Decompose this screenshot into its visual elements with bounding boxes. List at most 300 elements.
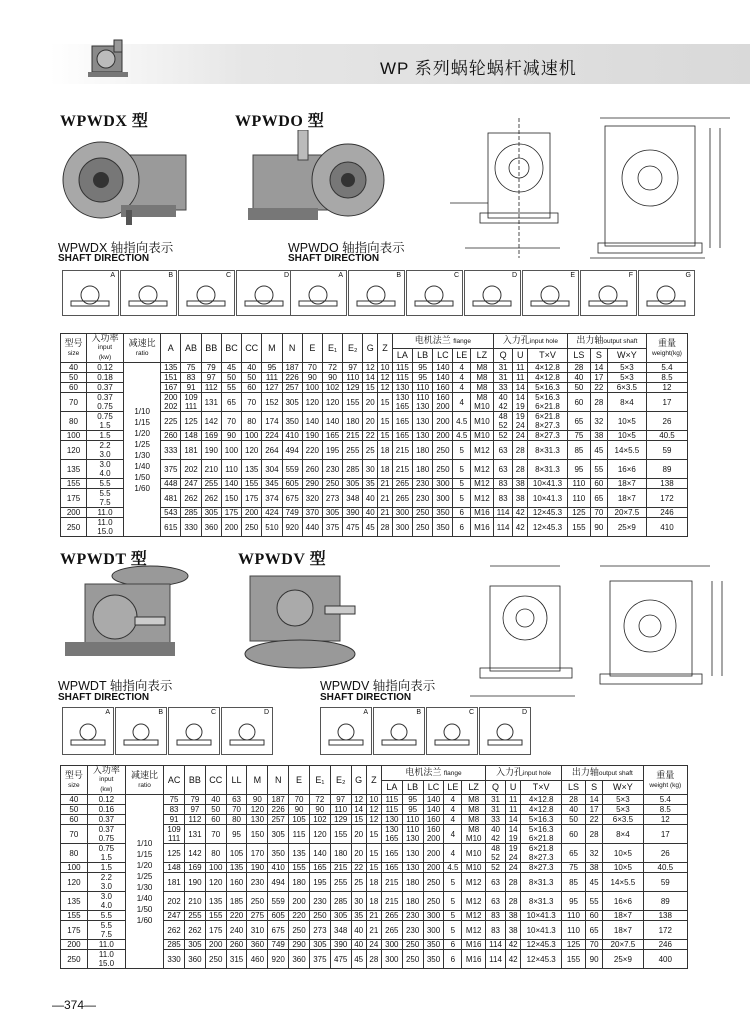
table-cell: 131 xyxy=(201,393,221,412)
table-cell: 5 xyxy=(453,489,470,508)
table-cell: 230 xyxy=(413,489,433,508)
wpwdx-photo xyxy=(56,130,196,235)
table-cell: 5 xyxy=(444,921,462,940)
table-cell: 125 xyxy=(164,844,185,863)
table-cell: 285 xyxy=(181,508,201,518)
direction-box: D xyxy=(221,707,273,755)
table-cell: 10 xyxy=(378,363,393,373)
table-cell: 131 xyxy=(184,825,205,844)
table-cell: 45 xyxy=(351,950,366,969)
table-cell: 255 xyxy=(330,873,351,892)
table-cell: 12 xyxy=(646,383,687,393)
table-cell: 24 xyxy=(506,863,521,873)
table-cell: 95 xyxy=(402,805,423,815)
table-cell: 390 xyxy=(330,940,351,950)
table-cell: 0.37 0.75 xyxy=(86,393,123,412)
table-cell: 80 xyxy=(205,844,226,863)
table-cell: 60 xyxy=(61,815,88,825)
table-cell: 115 xyxy=(392,373,412,383)
table-cell: 5 xyxy=(444,892,462,911)
table-cell: 4 xyxy=(444,795,462,805)
table-cell: 75 xyxy=(567,431,590,441)
table-cell: 60 xyxy=(61,383,87,393)
table-cell: 17 xyxy=(646,393,687,412)
table-cell: 142 xyxy=(184,844,205,863)
table-cell: 410 xyxy=(268,863,289,873)
ratio-cell: 1/10 1/15 1/20 1/25 1/30 1/40 1/50 1/60 xyxy=(124,363,161,537)
table-cell: 20 xyxy=(351,825,366,844)
table-cell: 55 xyxy=(590,460,607,479)
table-cell: 70 xyxy=(590,508,607,518)
direction-box: F xyxy=(580,270,637,316)
table-cell: 17 xyxy=(590,373,607,383)
table-cell: 50 xyxy=(242,373,262,383)
table-cell: 90 xyxy=(322,373,342,383)
table-cell: 210 xyxy=(201,460,221,479)
table-cell: 195 xyxy=(322,441,342,460)
direction-box: E xyxy=(522,270,579,316)
table-cell: 5.5 7.5 xyxy=(86,489,123,508)
table-cell: 300 xyxy=(433,479,453,489)
table-cell: 559 xyxy=(282,460,302,479)
table-cell: 305 xyxy=(309,940,330,950)
table-cell: 110 130 xyxy=(402,825,423,844)
table-cell: 20 xyxy=(351,844,366,863)
table-cell: 38 xyxy=(585,863,602,873)
table-cell: 10×5 xyxy=(607,431,646,441)
table-cell: 150 xyxy=(221,489,241,508)
table-cell: 135 xyxy=(226,863,247,873)
table-cell: M10 xyxy=(462,844,486,863)
table-cell: 65 xyxy=(567,412,590,431)
table-cell: 50 xyxy=(205,805,226,815)
table-cell: 605 xyxy=(268,911,289,921)
table-cell: 202 xyxy=(181,460,201,479)
table-cell: 125 xyxy=(567,508,590,518)
table-cell: 0.37 xyxy=(87,815,125,825)
table-cell: 257 xyxy=(282,383,302,393)
table-cell: 400 xyxy=(643,950,687,969)
table-cell: 165 xyxy=(392,412,412,431)
table-cell: M12 xyxy=(462,892,486,911)
table-cell: 160 xyxy=(423,815,444,825)
table-cell: 33 xyxy=(493,383,512,393)
table-cell: 38 xyxy=(590,431,607,441)
table-cell: 5 xyxy=(453,479,470,489)
table-cell: 175 xyxy=(61,921,88,940)
table-cell: 5×16.3 xyxy=(521,815,562,825)
table-cell: 0.37 0.75 xyxy=(87,825,125,844)
table-cell: 300 xyxy=(423,921,444,940)
table-cell: 18 xyxy=(378,441,393,460)
table-cell: 70 xyxy=(61,825,88,844)
table-cell: 18×7 xyxy=(607,479,646,489)
table-cell: 130 xyxy=(247,815,268,825)
table-cell: 28 xyxy=(513,460,528,479)
table-cell: 105 xyxy=(289,815,310,825)
table-cell: 35 xyxy=(351,911,366,921)
wpwdx-direction-label: WPWDX 轴指向表示 xyxy=(58,241,174,255)
table-cell: 160 xyxy=(226,873,247,892)
table-cell: 11.0 xyxy=(86,508,123,518)
table-cell: 330 xyxy=(164,950,185,969)
table-cell: 40 xyxy=(351,921,366,940)
table-cell: 50 xyxy=(61,373,87,383)
table-cell: 10×5 xyxy=(607,412,646,431)
table-cell: 72 xyxy=(322,363,342,373)
table-cell: 80 xyxy=(226,815,247,825)
table-cell: 275 xyxy=(247,911,268,921)
table-cell: 675 xyxy=(268,921,289,940)
table-cell: 8×31.3 xyxy=(528,441,568,460)
wpwdv-direction-sub: SHAFT DIRECTION xyxy=(320,692,412,703)
table-cell: 40.5 xyxy=(646,431,687,441)
wpwdt-section-label: WPWDT 型 xyxy=(60,551,148,568)
table-cell: 6 xyxy=(444,940,462,950)
table-cell: 21 xyxy=(378,479,393,489)
table-cell: 130 xyxy=(413,431,433,441)
direction-box: B xyxy=(115,707,167,755)
table-cell: 110 xyxy=(562,911,586,921)
table-cell: 40 xyxy=(562,805,586,815)
table-cell: 45 xyxy=(363,518,378,537)
table-cell: 18×7 xyxy=(603,911,643,921)
table-cell: 215 xyxy=(392,460,412,479)
table-cell: 215 xyxy=(343,431,363,441)
table-cell: 165 xyxy=(322,431,342,441)
table-cell: 300 xyxy=(381,940,402,950)
table-cell: 95 xyxy=(226,825,247,844)
table-cell: 494 xyxy=(282,441,302,460)
table-cell: 260 xyxy=(302,460,322,479)
table-cell: 14 xyxy=(590,363,607,373)
table-cell: 90 xyxy=(247,795,268,805)
table-cell: 65 xyxy=(221,393,241,412)
table-cell: 375 xyxy=(322,518,342,537)
table-cell: 50 xyxy=(567,383,590,393)
table-cell: 85 xyxy=(562,873,586,892)
direction-box: G xyxy=(638,270,695,316)
table-cell: 97 xyxy=(343,363,363,373)
table-cell: 16×6 xyxy=(603,892,643,911)
table-cell: 112 xyxy=(184,815,205,825)
table-cell: 26 xyxy=(646,412,687,431)
table-cell: 260 xyxy=(161,431,181,441)
table-cell: 15 xyxy=(363,383,378,393)
table-cell: 100 xyxy=(61,863,88,873)
table-cell: 165 xyxy=(381,844,402,863)
table-cell: 475 xyxy=(330,950,351,969)
table-cell: 15 xyxy=(366,825,381,844)
table-cell: 14 19 xyxy=(506,825,521,844)
table-cell: 155 xyxy=(562,950,586,969)
table-cell: 250 xyxy=(247,892,268,911)
table-cell: M8 M10 xyxy=(470,393,493,412)
table-cell: 190 xyxy=(201,441,221,460)
table-cell: 59 xyxy=(646,441,687,460)
table-cell: 155 xyxy=(343,393,363,412)
table-cell: 8×27.3 xyxy=(521,863,562,873)
table-cell: 410 xyxy=(282,431,302,441)
table-cell: 14 xyxy=(513,383,528,393)
wpwdo-direction-boxes xyxy=(290,270,696,316)
table-cell: 0.12 xyxy=(87,795,125,805)
table-cell: 5×3 xyxy=(607,363,646,373)
table-cell: M8 xyxy=(470,363,493,373)
table-cell: 190 xyxy=(302,431,322,441)
table-cell: 0.37 xyxy=(86,383,123,393)
table-cell: 10×41.3 xyxy=(521,911,562,921)
table-cell: 12 xyxy=(366,815,381,825)
table-cell: 140 xyxy=(221,479,241,489)
table-cell: 273 xyxy=(309,921,330,940)
table-cell: 6×3.5 xyxy=(607,383,646,393)
table-cell: 350 xyxy=(423,940,444,950)
table-cell: 83 xyxy=(164,805,185,815)
table-cell: 40 42 xyxy=(486,825,506,844)
wpwdv-direction-label: WPWDV 轴指向表示 xyxy=(320,679,436,693)
table-cell: 130 165 xyxy=(381,825,402,844)
table-cell: 210 xyxy=(184,892,205,911)
table-cell: 230 xyxy=(402,911,423,921)
table-cell: 190 xyxy=(184,873,205,892)
table-cell: 390 xyxy=(343,508,363,518)
table-cell: 155 xyxy=(330,825,351,844)
table-cell: 6 xyxy=(444,950,462,969)
table-cell: 4×12.8 xyxy=(528,363,568,373)
table-cell: 4 xyxy=(453,393,470,412)
table-cell: 112 xyxy=(201,383,221,393)
table-cell: 8×4 xyxy=(603,825,643,844)
table-cell: 30 xyxy=(363,460,378,479)
table-cell: 4.5 xyxy=(453,431,470,441)
table-cell: 152 xyxy=(262,393,282,412)
table-cell: 2.2 3.0 xyxy=(87,873,125,892)
table-cell: 250 xyxy=(402,950,423,969)
table-cell: 130 xyxy=(413,412,433,431)
table-cell: 5.5 7.5 xyxy=(87,921,125,940)
wpwdt-direction-boxes xyxy=(62,707,274,755)
table-cell: 6×21.8 8×27.3 xyxy=(521,844,562,863)
table-cell: M12 xyxy=(470,489,493,508)
direction-box: D xyxy=(464,270,521,316)
table-cell: 110 xyxy=(567,489,590,508)
table-cell: 151 xyxy=(161,373,181,383)
wpwdt-wpwdv-spec-table: 型号 size 入功率 input (kw) 减速比 ratio AC BB CC LL M N E E₁ E₂ G Z 电机法兰 flange 入力孔input hole 出力轴output shaft 重量 weight (kg) LA LB LC LE LZ Q U T×V LS S W×Y 40 0.12 1/10 1/15 1/20 1/25 1/30 1/40 1/50 1/60 75 79 40 63 90 187 70 72 97 12 10 115 95 140 4 M8 31 11 4×12.8 28 14 5×3 5.4 50 0.16 83 97 50 70 120 226 90 90 110 14 12 115 95 140 4 M8 31 11 4×12.8 40 17 5×3 8.5 60 0.37 91 112 60 80 130 257 105 102 129 15 12 130 110 160 4 M8 33 14 5×16.3 50 22 6×3.5 12 70 0.37 0.75 109 111 131 70 95 150 305 115 120 155 20 15 130 165 110 130 160 200 4 M8 M10 40 42 14 19 5×16.3 6×21.8 60 28 8×4 17 80 0.75 1.5 125 142 80 105 170 350 135 140 180 20 15 165 130 200 4 M10 48 52 19 24 6×21.8 8×27.3 65 32 10×5 26 100 1.5 148 169 100 135 190 410 155 165 215 22 15 165 130 200 4.5 M10 52 24 8×27.3 75 38 10×5 40.5 120 2.2 3.0 181 190 120 160 230 494 180 195 255 25 18 215 180 250 5 M12 63 28 8×31.3 85 45 14×5.5 59 135 3.0 4.0 202 210 135 185 250 559 200 230 285 30 18 215 180 250 5 M12 63 28 8×31.3 95 55 16×6 89 155 5.5 247 255 155 220 275 605 220 250 305 35 21 265 230 300 5 M12 83 38 10×41.3 110 60 18×7 138 175 5.5 7.5 262 262 175 240 310 675 250 273 348 40 21 265 230 300 5 M12 83 38 10×41.3 110 65 18×7 172 200 11.0 285 305 200 260 360 749 290 305 390 40 24 300 250 350 6 M16 114 42 12×45.3 125 70 20×7.5 246 250 11.0 15.0 330 360 250 315 460 920 360 375 475 45 28 300 250 350 6 M16 114 42 12×45.3 155 90 25×9 400 xyxy=(60,765,688,969)
table-cell: 20×7.5 xyxy=(607,508,646,518)
table-cell: M8 xyxy=(462,815,486,825)
table-cell: 110 xyxy=(221,460,241,479)
table-cell: 920 xyxy=(282,518,302,537)
table-cell: 21 xyxy=(378,508,393,518)
table-cell: 246 xyxy=(643,940,687,950)
table-cell: 90 xyxy=(289,805,310,815)
table-cell: 70 xyxy=(242,393,262,412)
wpwdv-section-label: WPWDV 型 xyxy=(238,551,327,568)
table-cell: 110 xyxy=(402,815,423,825)
table-cell: 22 xyxy=(351,863,366,873)
table-cell: 24 xyxy=(366,940,381,950)
table-cell: 28 xyxy=(378,518,393,537)
table-cell: 11 xyxy=(513,363,528,373)
table-cell: 11.0 15.0 xyxy=(86,518,123,537)
table-cell: 180 xyxy=(343,412,363,431)
table-cell: 95 xyxy=(413,373,433,383)
table-cell: 200 xyxy=(433,412,453,431)
table-cell: 38 xyxy=(513,489,528,508)
table-cell: M8 xyxy=(470,373,493,383)
table-cell: 22 xyxy=(363,431,378,441)
table-cell: M8 xyxy=(462,805,486,815)
table-cell: 305 xyxy=(282,393,302,412)
table-cell: 5.4 xyxy=(643,795,687,805)
table-cell: 510 xyxy=(262,518,282,537)
table-cell: 125 xyxy=(562,940,586,950)
table-row xyxy=(61,363,688,373)
table-cell: 265 xyxy=(392,489,412,508)
table-cell: 50 xyxy=(61,805,88,815)
table-cell: 20×7.5 xyxy=(603,940,643,950)
table-cell: 14 xyxy=(351,805,366,815)
table-cell: 215 xyxy=(330,863,351,873)
table-cell: 115 xyxy=(381,805,402,815)
table-cell: 305 xyxy=(201,508,221,518)
table-cell: 187 xyxy=(282,363,302,373)
table-cell: 262 xyxy=(201,489,221,508)
table-cell: 12×45.3 xyxy=(521,940,562,950)
table-cell: 300 xyxy=(381,950,402,969)
table-cell: 4.5 xyxy=(453,412,470,431)
table-cell: 70 xyxy=(585,940,602,950)
table-cell: 8.5 xyxy=(646,373,687,383)
table-cell: M10 xyxy=(470,431,493,441)
table-cell: 12×45.3 xyxy=(528,518,568,537)
table-cell: 50 xyxy=(221,373,241,383)
table-cell: 17 xyxy=(585,805,602,815)
table-cell: 215 xyxy=(381,873,402,892)
table-cell: 330 xyxy=(181,518,201,537)
wpwdx-section-label: WPWDX 型 xyxy=(60,113,149,130)
table-cell: 70 xyxy=(221,412,241,431)
table-cell: 257 xyxy=(268,815,289,825)
table-cell: 120 xyxy=(61,873,88,892)
ratio-cell: 1/10 1/15 1/20 1/25 1/30 1/40 1/50 1/60 xyxy=(125,795,163,969)
table-cell: 109 111 xyxy=(181,393,201,412)
direction-box: A xyxy=(62,707,114,755)
table-cell: 6 xyxy=(453,518,470,537)
table-cell: 350 xyxy=(433,518,453,537)
table-cell: 250 xyxy=(61,950,88,969)
table-cell: 175 xyxy=(61,489,87,508)
table-cell: 95 xyxy=(262,363,282,373)
table-cell: M16 xyxy=(462,940,486,950)
table-cell: 38 xyxy=(506,921,521,940)
table-cell: 220 xyxy=(302,441,322,460)
table-cell: 255 xyxy=(184,911,205,921)
table-cell: 12×45.3 xyxy=(521,950,562,969)
table-cell: 200 xyxy=(242,508,262,518)
table-cell: 100 xyxy=(221,441,241,460)
table-cell: 300 xyxy=(423,911,444,921)
table-cell: 130 xyxy=(381,815,402,825)
table-cell: 200 xyxy=(61,940,88,950)
table-cell: 127 xyxy=(262,383,282,393)
table-cell: 21 xyxy=(366,921,381,940)
table-cell: 52 xyxy=(493,431,512,441)
table-cell: 15 xyxy=(351,815,366,825)
table-cell: 265 xyxy=(381,911,402,921)
table-cell: 45 xyxy=(590,441,607,460)
table-cell: 165 xyxy=(392,431,412,441)
table-cell: 12 xyxy=(378,373,393,383)
table-cell: 375 xyxy=(309,950,330,969)
page-title: WP 系列蜗轮蜗杆减速机 xyxy=(380,59,577,78)
table-cell: 200 xyxy=(433,431,453,441)
table-cell: 40 xyxy=(61,363,87,373)
table-cell: 247 xyxy=(164,911,185,921)
table-cell: 89 xyxy=(646,460,687,479)
table-cell: 0.18 xyxy=(86,373,123,383)
table-cell: 195 xyxy=(309,873,330,892)
table-cell: 40 xyxy=(351,940,366,950)
table-cell: 0.75 1.5 xyxy=(86,412,123,431)
direction-box: C xyxy=(168,707,220,755)
table-cell: 220 xyxy=(226,911,247,921)
table-cell: 15 xyxy=(366,844,381,863)
table-cell: 83 xyxy=(486,911,506,921)
table-cell: 4.5 xyxy=(444,863,462,873)
table-cell: 55 xyxy=(585,892,602,911)
table-cell: 8×27.3 xyxy=(528,431,568,441)
table-cell: 200 xyxy=(221,518,241,537)
table-cell: 129 xyxy=(330,815,351,825)
table-cell: 304 xyxy=(262,460,282,479)
table-cell: 102 xyxy=(309,815,330,825)
table-cell: 5×16.3 6×21.8 xyxy=(528,393,568,412)
table-cell: 5×3 xyxy=(603,805,643,815)
table-cell: M8 xyxy=(462,795,486,805)
table-cell: 247 xyxy=(181,479,201,489)
table-cell: 6×3.5 xyxy=(603,815,643,825)
table-cell: 543 xyxy=(161,508,181,518)
table-cell: 97 xyxy=(330,795,351,805)
table-cell: 28 xyxy=(366,950,381,969)
table-cell: 448 xyxy=(161,479,181,489)
table-cell: 0.16 xyxy=(87,805,125,815)
table-cell: 300 xyxy=(392,508,412,518)
table-cell: 5 xyxy=(453,441,470,460)
table-cell: 481 xyxy=(161,489,181,508)
table-cell: 230 xyxy=(402,921,423,940)
table-cell: 6 xyxy=(453,508,470,518)
table-cell: 8×4 xyxy=(607,393,646,412)
table-cell: M8 xyxy=(470,383,493,393)
table-cell: 920 xyxy=(268,950,289,969)
table-cell: 120 xyxy=(322,393,342,412)
table-cell: 160 200 xyxy=(433,393,453,412)
table-cell: 4×12.8 xyxy=(528,373,568,383)
table-cell: 60 xyxy=(585,911,602,921)
table-cell: 40 xyxy=(363,508,378,518)
table-cell: 410 xyxy=(646,518,687,537)
reducer-logo-icon xyxy=(84,34,132,80)
table-cell: 114 xyxy=(486,950,506,969)
direction-box: C xyxy=(406,270,463,316)
table-cell: M12 xyxy=(470,479,493,489)
direction-box: C xyxy=(178,270,235,316)
table-cell: 130 xyxy=(402,844,423,863)
table-cell: 262 xyxy=(181,489,201,508)
